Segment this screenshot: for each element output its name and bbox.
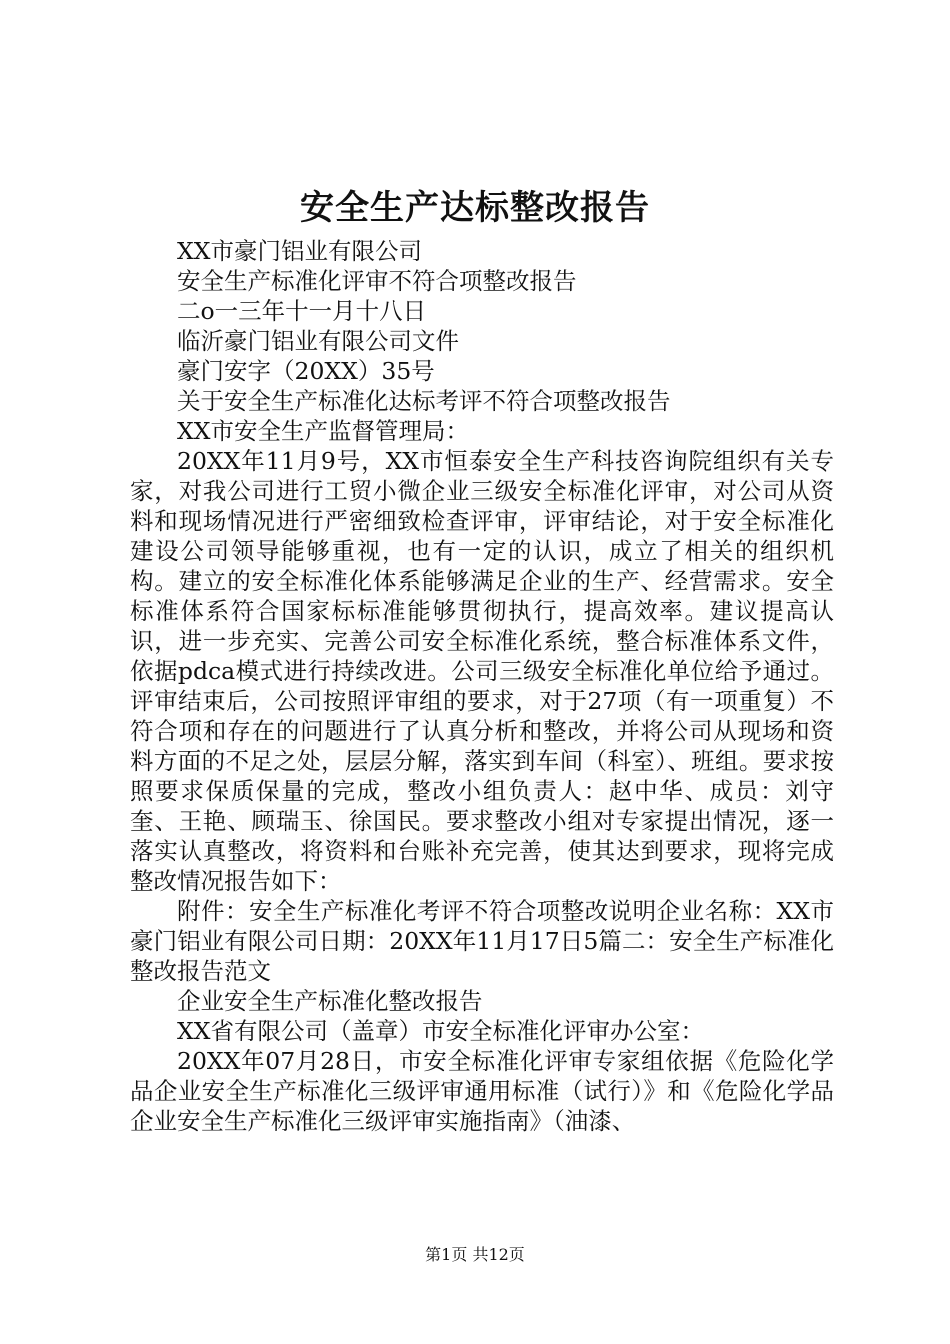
date-line: 二o一三年十一月十八日 xyxy=(177,297,427,325)
body-paragraph-2: 附件：安全生产标准化考评不符合项整改说明企业名称：XX市豪门铝业有限公司日期：20XX年11月17日5篇二：安全生产标准化整改报告范文 xyxy=(130,897,834,985)
subject-line: 关于安全生产标准化达标考评不符合项整改报告 xyxy=(177,387,671,415)
company-name-line: XX市豪门铝业有限公司 xyxy=(177,237,422,265)
company-report-title-line: 企业安全生产标准化整改报告 xyxy=(177,987,483,1015)
issuer-line: 临沂豪门铝业有限公司文件 xyxy=(177,327,459,355)
body-paragraph-3: 20XX年07月28日，市安全标准化评审专家组依据《危险化学品企业安全生产标准化三级评审通用标准（试行）》和《危险化学品企业安全生产标准化三级评审实施指南》（油漆、 xyxy=(130,1047,834,1135)
document-title: 安全生产达标整改报告 xyxy=(300,188,650,228)
report-subtitle-line: 安全生产标准化评审不符合项整改报告 xyxy=(177,267,577,295)
document-number-line: 豪门安字（20XX）35号 xyxy=(177,357,435,385)
recipient-line: XX市安全生产监督管理局： xyxy=(177,417,469,445)
document-body xyxy=(130,236,834,1136)
page-number-footer: 第1页 共12页 xyxy=(425,1245,525,1264)
body-paragraph-1: 20XX年11月9号，XX市恒泰安全生产科技咨询院组织有关专家，对我公司进行工贸小微企业三级安全标准化评审，对公司从资料和现场情况进行严密细致检查评审，评审结论，对于安全标准化建设公司领导能够重视，也有一定的认识，成立了相关的组织机构。建立的安全标准化体系能够满足企业的生产、经营需求。安全标准体系符合国家标标准能够贯彻执行，提高效率。建议提高认识，进一步充实、完善公司安全标准化系统，整合标准体系文件，依据pdca模式进行持续改进。公司三级安全标准化单位给予通过。评审结束后，公司按照评审组的要求，对于27项（有一项重复）不符合项和存在的问题进行了认真分析和整改，并将公司从现场和资料方面的不足之处，层层分解，落实到车间（科室）、班组。要求按照要求保质保量的完成，整改小组负责人：赵中华、成员：刘守奎、王艳、顾瑞玉、徐国民。要求整改小组对专家提出情况，逐一落实认真整改，将资料和台账补充完善，使其达到要求，现将完成整改情况报告如下： xyxy=(130,447,834,895)
addressee-line: XX省有限公司（盖章）市安全标准化评审办公室： xyxy=(177,1017,704,1045)
